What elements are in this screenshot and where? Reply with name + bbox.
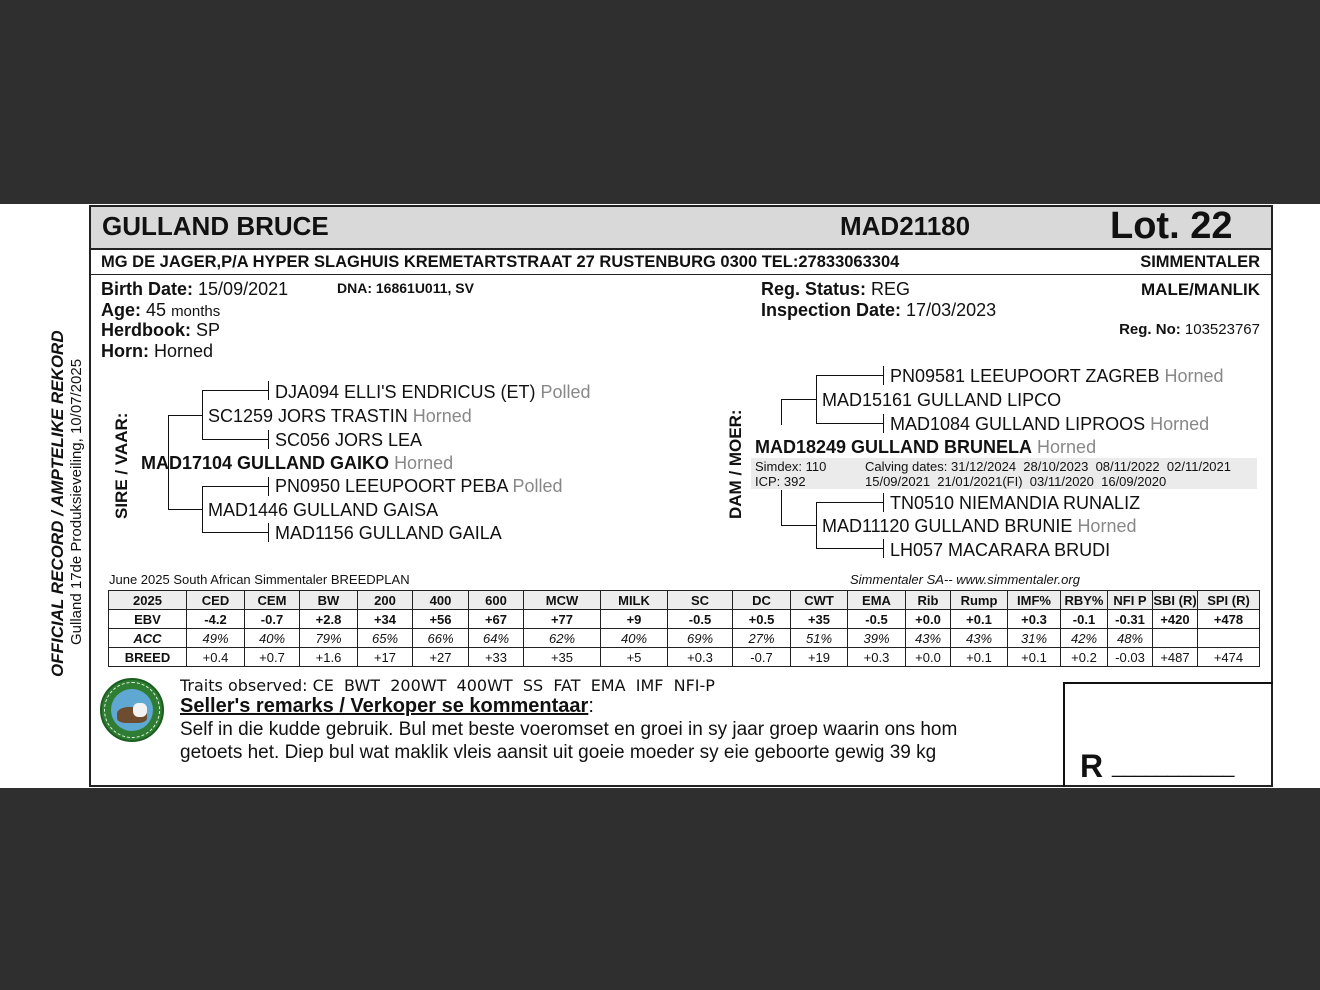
dam-sire-dam: MAD1084 GULLAND LIPROOS Horned: [890, 414, 1210, 434]
dam-icp: ICP: 392: [755, 474, 806, 489]
dam-line: [816, 375, 883, 376]
breedplan-cell: +2.8: [300, 610, 358, 629]
lot-number: Lot. 22: [1110, 205, 1233, 247]
sire-name: MAD17104 GULLAND GAIKO Horned: [141, 453, 454, 473]
dam-label: DAM / MOER:: [726, 409, 745, 519]
breedplan-cell: 40%: [245, 629, 300, 648]
breedplan-cell: -0.1: [1061, 610, 1108, 629]
dam-simdex: Simdex: 110: [755, 459, 827, 474]
breedplan-cell: 49%: [187, 629, 245, 648]
breedplan-cell: BREED: [109, 648, 187, 667]
dam-line: [781, 399, 782, 425]
bid-currency: R: [1080, 748, 1104, 784]
breed-label: SIMMENTALER: [1140, 253, 1260, 271]
dam-sire-sire: PN09581 LEEUPOORT ZAGREB Horned: [890, 366, 1224, 386]
dam-line: [883, 539, 884, 558]
sire-line: [268, 477, 269, 496]
breedplan-cell: 66%: [413, 629, 469, 648]
dam-line: [816, 375, 817, 424]
breedplan-cell: 43%: [906, 629, 951, 648]
breedplan-cell: CWT: [791, 591, 848, 610]
breedplan-breed-row: [109, 648, 1260, 667]
breedplan-cell: +0.4: [187, 648, 245, 667]
breedplan-cell: -0.5: [668, 610, 733, 629]
inspection-date: Inspection Date: 17/03/2023: [761, 300, 997, 320]
breedplan-cell: +478: [1198, 610, 1260, 629]
breedplan-cell: +34: [358, 610, 413, 629]
breedplan-cell: +0.1: [951, 648, 1008, 667]
logo-cow-face: [133, 703, 147, 717]
dam-calving-dates-cont: 15/09/2021 21/01/2021(FI) 03/11/2020 16/09/2020: [865, 474, 1167, 489]
breedplan-cell: 62%: [524, 629, 601, 648]
dam-line: [883, 366, 884, 385]
dam-sire: MAD15161 GULLAND LIPCO: [822, 390, 1062, 410]
sire-label: SIRE / VAAR:: [112, 412, 131, 519]
breedplan-cell: SBI (R): [1153, 592, 1197, 608]
breedplan-cell: SPI (R): [1198, 591, 1260, 610]
dam-name: MAD18249 GULLAND BRUNELA Horned: [755, 437, 1097, 457]
sire-line: [268, 381, 269, 400]
breedplan-cell: 200: [358, 591, 413, 610]
breedplan-cell: NFI P: [1108, 591, 1153, 610]
breedplan-cell: SC: [668, 591, 733, 610]
age: Age: 45 months: [101, 300, 221, 320]
sire-dam: MAD1446 GULLAND GAISA: [208, 500, 439, 520]
birth-date: Birth Date: 15/09/2021: [101, 279, 289, 299]
traits-observed: Traits observed: CE BWT 200WT 400WT SS FAT EMA IMF NFI-P: [180, 676, 715, 695]
breedplan-website: Simmentaler SA-- www.simmentaler.org: [850, 572, 1080, 587]
breedplan-cell: 69%: [668, 629, 733, 648]
breedplan-cell: DC: [733, 591, 791, 610]
breedplan-cell: +0.7: [245, 648, 300, 667]
breedplan-cell: CEM: [245, 591, 300, 610]
sire-sire-sire: DJA094 ELLI'S ENDRICUS (ET) Polled: [275, 382, 591, 402]
official-record-label: OFFICIAL RECORD / AMPTELIKE REKORD: [48, 330, 67, 677]
dam-dam-dam: LH057 MACARARA BRUDI: [890, 540, 1111, 560]
sire-line: [202, 532, 268, 533]
sire-line: [202, 486, 203, 533]
breedplan-ebv-row: [109, 610, 1260, 629]
breedplan-cell: BW: [300, 591, 358, 610]
breedplan-cell: RBY%: [1061, 591, 1108, 610]
sire-sire: SC1259 JORS TRASTIN Horned: [208, 406, 472, 426]
breedplan-cell: 79%: [300, 629, 358, 648]
breedplan-cell: +9: [601, 610, 668, 629]
breedplan-header-row: [109, 591, 1260, 610]
bid-price-line[interactable]: ___________: [1112, 756, 1235, 778]
remarks-heading: Seller's remarks / Verkoper se kommentaar:: [180, 695, 594, 717]
remarks-line-2: getoets het. Diep bul wat maklik vleis aansit uit goeie moeder sy eie geboorte gewig 39 kg: [180, 742, 937, 763]
dam-dam: MAD11120 GULLAND BRUNIE Horned: [822, 516, 1137, 536]
sire-dam-sire: PN0950 LEEUPOORT PEBA Polled: [275, 476, 563, 496]
dam-line: [816, 548, 883, 549]
breedplan-cell: MCW: [524, 591, 601, 610]
breedplan-cell: [1153, 629, 1198, 648]
breedplan-cell: +67: [469, 610, 524, 629]
breedplan-cell: 42%: [1061, 629, 1108, 648]
breedplan-cell: +0.0: [906, 648, 951, 667]
dam-calving-dates: Calving dates: 31/12/2024 28/10/2023 08/11/2022 02/11/2021: [865, 459, 1231, 474]
breedplan-cell: IMF%: [1008, 591, 1061, 610]
breedplan-cell: -0.7: [733, 648, 791, 667]
animal-name: GULLAND BRUCE: [102, 211, 329, 241]
animal-id: MAD21180: [840, 211, 971, 241]
breedplan-cell: 27%: [733, 629, 791, 648]
breedplan-cell: +27: [413, 648, 469, 667]
sire-line: [202, 390, 203, 440]
sire-line: [268, 523, 269, 542]
breedplan-cell: 400: [413, 591, 469, 610]
breedplan-cell: -0.03: [1108, 648, 1153, 667]
breedplan-cell: +56: [413, 610, 469, 629]
sex-label: MALE/MANLIK: [1141, 280, 1260, 299]
breedplan-cell: +0.5: [733, 610, 791, 629]
sire-line: [168, 415, 202, 416]
breedplan-cell: MILK: [601, 591, 668, 610]
breedplan-cell: +35: [791, 610, 848, 629]
breedplan-cell: EBV: [109, 610, 187, 629]
breedplan-cell: 2025: [109, 591, 187, 610]
breedplan-cell: 31%: [1008, 629, 1061, 648]
reg-number: Reg. No: 103523767: [1119, 321, 1260, 338]
dam-dam-sire: TN0510 NIEMANDIA RUNALIZ: [890, 493, 1141, 513]
breedplan-cell: +19: [791, 648, 848, 667]
breedplan-cell: +77: [524, 610, 601, 629]
breedplan-cell: -4.2: [187, 610, 245, 629]
dam-line: [883, 414, 884, 433]
dam-line: [816, 502, 883, 503]
breedplan-cell: 48%: [1108, 629, 1153, 648]
breedplan-cell: +487: [1153, 648, 1198, 667]
dam-line: [816, 502, 817, 549]
sire-sire-dam: SC056 JORS LEA: [275, 430, 423, 450]
sire-line: [202, 439, 268, 440]
breedplan-cell: +0.3: [668, 648, 733, 667]
breedplan-cell: -0.7: [245, 610, 300, 629]
dam-line: [781, 490, 782, 526]
breedplan-cell: Rump: [951, 591, 1008, 610]
breedplan-cell: 43%: [951, 629, 1008, 648]
bid-box-top: [1063, 682, 1273, 684]
breedplan-cell: Rib: [906, 591, 951, 610]
breedplan-cell: +1.6: [300, 648, 358, 667]
breedplan-cell: 600: [469, 591, 524, 610]
herdbook: Herdbook: SP: [101, 320, 221, 340]
breedplan-cell: +420: [1153, 610, 1198, 629]
breedplan-cell: ACC: [109, 629, 187, 648]
breedplan-cell: +5: [601, 648, 668, 667]
breedplan-cell: 40%: [601, 629, 668, 648]
horn-status: Horn: Horned: [101, 341, 214, 361]
bid-box-left: [1063, 682, 1065, 787]
sire-line: [202, 486, 268, 487]
breedplan-cell: 65%: [358, 629, 413, 648]
breedplan-cell: +0.3: [848, 648, 906, 667]
breedplan-cell: +35: [524, 648, 601, 667]
dna-info: DNA: 16861U011, SV: [337, 280, 474, 296]
logo-globe: [111, 689, 153, 731]
dam-line: [781, 399, 816, 400]
breedplan-cell: 51%: [791, 629, 848, 648]
breedplan-cell: [1198, 629, 1260, 648]
dam-line: [883, 493, 884, 512]
breedplan-caption: June 2025 South African Simmentaler BREEDPLAN: [109, 572, 410, 587]
breedplan-cell: EMA: [848, 591, 906, 610]
remarks-line-1: Self in die kudde gebruik. Bul met beste voeromset en groei in sy jaar groep waarin ons hom: [180, 719, 958, 740]
breedplan-cell: +0.1: [1008, 648, 1061, 667]
reg-status: Reg. Status: REG: [761, 279, 911, 299]
sire-line: [268, 430, 269, 449]
owner-address: MG DE JAGER,P/A HYPER SLAGHUIS KREMETARTSTRAAT 27 RUSTENBURG 0300 TEL:27833063304: [101, 253, 900, 271]
sire-line: [168, 509, 202, 510]
breedplan-table: [108, 590, 1260, 667]
dam-line: [816, 423, 883, 424]
breedplan-cell: +474: [1198, 648, 1260, 667]
breedplan-cell: 64%: [469, 629, 524, 648]
breedplan-cell: 39%: [848, 629, 906, 648]
breedplan-cell: +17: [358, 648, 413, 667]
breedplan-cell: CED: [187, 591, 245, 610]
breedplan-cell: +0.2: [1061, 648, 1108, 667]
breedplan-cell: +33: [469, 648, 524, 667]
breedplan-cell: -0.5: [848, 610, 906, 629]
breedplan-cell: -0.31: [1108, 610, 1153, 629]
breedplan-cell: +0.1: [951, 610, 1008, 629]
simmentaler-logo-icon: [100, 678, 164, 742]
dam-line: [781, 525, 816, 526]
sire-line: [202, 390, 268, 391]
sale-name-label: Gulland 17de Produksieveiling, 10/07/2025: [68, 358, 85, 645]
sire-dam-dam: MAD1156 GULLAND GAILA: [275, 523, 502, 543]
breedplan-cell: +0.3: [1008, 610, 1061, 629]
breedplan-cell: +0.0: [906, 610, 951, 629]
breedplan-acc-row: [109, 629, 1260, 648]
